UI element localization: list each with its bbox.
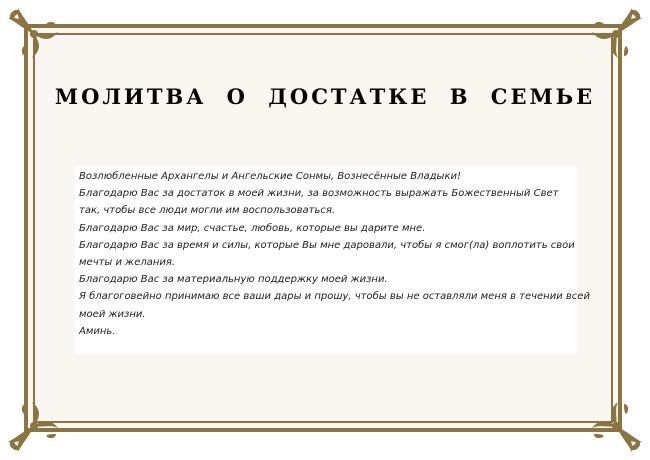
prayer-line: мечты и желания. — [79, 257, 176, 269]
prayer-line: Благодарю Вас за материальную поддержку моей жизни. — [79, 274, 388, 286]
prayer-line: моей жизни. — [79, 308, 146, 320]
floral-corner-icon-top-right — [584, 2, 648, 66]
prayer-line: Я благоговейно принимаю все ваши дары и прошу, чтобы вы не оставляли меня в течении всей — [79, 291, 590, 303]
floral-corner-icon-bottom-right — [584, 394, 648, 458]
prayer-line: Аминь. — [79, 325, 116, 337]
prayer-line: Возлюбленные Архангелы и Ангельские Сонмы, Вознесённые Владыки! — [79, 171, 461, 182]
floral-corner-icon-bottom-left — [2, 394, 66, 458]
prayer-line: Благодарю Вас за время и силы, которые Вы мне даровали, чтобы я смог(ла) воплотить свои — [79, 239, 575, 251]
prayer-line: Благодарю Вас за мир, счастье, любовь, которые вы дарите мне. — [79, 222, 426, 234]
prayer-line: Благодарю Вас за достаток в моей жизни, за возможность выражать Божественный Свет — [79, 188, 559, 200]
page-title: МОЛИТВА О ДОСТАТКЕ В СЕМЬЕ — [54, 84, 596, 109]
prayer-line: так, чтобы все люди могли им воспользоваться. — [79, 205, 336, 217]
prayer-text-box — [75, 166, 590, 354]
floral-corner-icon-top-left — [2, 2, 66, 66]
